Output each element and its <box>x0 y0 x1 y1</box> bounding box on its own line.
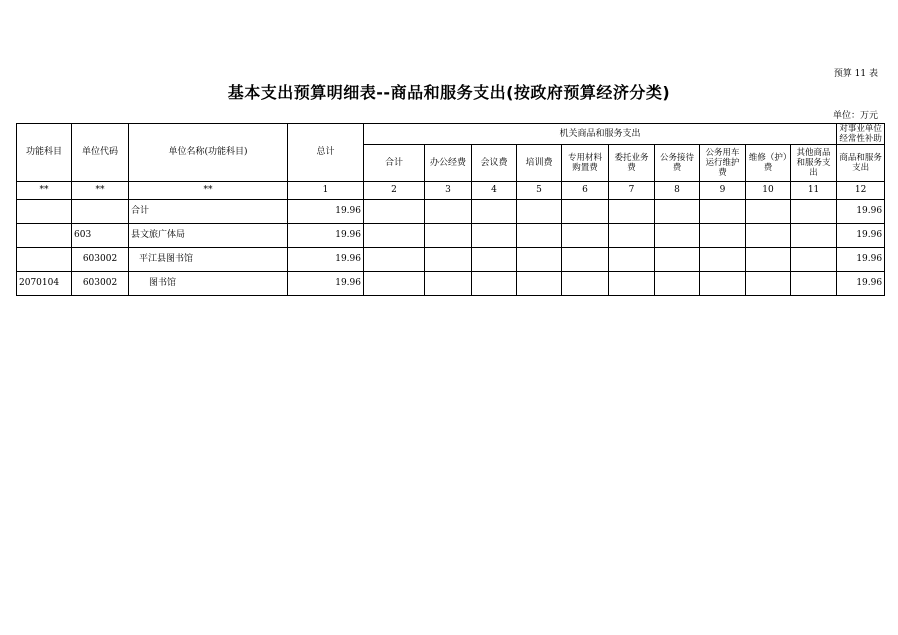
index-cell: 10 <box>746 182 791 200</box>
header-col: 办公经费 <box>425 145 472 182</box>
empty-cell <box>472 248 517 272</box>
unit-code-cell <box>72 200 129 224</box>
index-cell: 8 <box>655 182 700 200</box>
header-col: 会议费 <box>472 145 517 182</box>
unit-name-cell: 平江县图书馆 <box>129 248 288 272</box>
empty-cell <box>746 200 791 224</box>
subsidy-cell: 19.96 <box>837 248 885 272</box>
header-total: 总计 <box>288 124 364 182</box>
header-col: 其他商品和服务支出 <box>791 145 837 182</box>
empty-cell <box>425 272 472 296</box>
table-row <box>17 200 885 224</box>
index-cell: 2 <box>364 182 425 200</box>
table-number: 预算 11 表 <box>833 69 878 79</box>
func-code-cell: 2070104 <box>17 272 72 296</box>
unit-name-cell: 县文旅广体局 <box>129 224 288 248</box>
total-cell: 19.96 <box>288 248 364 272</box>
empty-cell <box>746 248 791 272</box>
index-cell: 1 <box>288 182 364 200</box>
unit-code-cell: 603002 <box>72 248 129 272</box>
total-cell: 19.96 <box>288 272 364 296</box>
empty-cell <box>791 200 837 224</box>
header-col: 维修（护）费 <box>746 145 791 182</box>
empty-cell <box>472 272 517 296</box>
empty-cell <box>364 224 425 248</box>
func-code-cell <box>17 200 72 224</box>
empty-cell <box>562 224 609 248</box>
budget-table <box>16 123 885 296</box>
empty-cell <box>517 248 562 272</box>
empty-cell <box>655 224 700 248</box>
header-group-sub: 对事业单位经常性补助 <box>837 124 885 145</box>
header-col: 合计 <box>364 145 425 182</box>
index-cell: 12 <box>837 182 885 200</box>
header-col: 公务用车运行维护费 <box>700 145 746 182</box>
subsidy-cell: 19.96 <box>837 272 885 296</box>
empty-cell <box>609 248 655 272</box>
empty-cell <box>425 248 472 272</box>
index-cell: 7 <box>609 182 655 200</box>
empty-cell <box>655 248 700 272</box>
empty-cell <box>364 248 425 272</box>
subsidy-cell: 19.96 <box>837 200 885 224</box>
index-cell: 11 <box>791 182 837 200</box>
empty-cell <box>609 224 655 248</box>
header-func-code: 功能科目 <box>17 124 72 182</box>
empty-cell <box>425 224 472 248</box>
header-col: 商品和服务 支出 <box>837 145 885 182</box>
total-cell: 19.96 <box>288 224 364 248</box>
unit-label: 单位：万元 <box>832 111 878 121</box>
empty-cell <box>425 200 472 224</box>
table-row <box>17 272 885 296</box>
header-group-org: 机关商品和服务支出 <box>364 124 837 145</box>
page-title: 基本支出预算明细表--商品和服务支出(按政府预算经济分类) <box>227 83 671 102</box>
empty-cell <box>609 272 655 296</box>
index-cell: ** <box>129 182 288 200</box>
empty-cell <box>517 272 562 296</box>
empty-cell <box>791 272 837 296</box>
header-unit-name: 单位名称(功能科目) <box>129 124 288 182</box>
empty-cell <box>609 200 655 224</box>
index-cell: 3 <box>425 182 472 200</box>
index-cell: 6 <box>562 182 609 200</box>
index-cell: 5 <box>517 182 562 200</box>
empty-cell <box>791 224 837 248</box>
unit-name-cell: 图书馆 <box>129 272 288 296</box>
empty-cell <box>700 200 746 224</box>
unit-name-cell: 合计 <box>129 200 288 224</box>
empty-cell <box>655 272 700 296</box>
func-code-cell <box>17 224 72 248</box>
unit-code-cell: 603002 <box>72 272 129 296</box>
subsidy-cell: 19.96 <box>837 224 885 248</box>
unit-code-cell: 603 <box>72 224 129 248</box>
empty-cell <box>746 272 791 296</box>
header-col: 公务接待 费 <box>655 145 700 182</box>
index-cell: 9 <box>700 182 746 200</box>
empty-cell <box>791 248 837 272</box>
empty-cell <box>517 200 562 224</box>
index-cell: ** <box>72 182 129 200</box>
empty-cell <box>517 224 562 248</box>
empty-cell <box>364 200 425 224</box>
empty-cell <box>746 224 791 248</box>
empty-cell <box>562 272 609 296</box>
total-cell: 19.96 <box>288 200 364 224</box>
empty-cell <box>700 224 746 248</box>
index-cell: 4 <box>472 182 517 200</box>
header-col: 专用材料 购置费 <box>562 145 609 182</box>
table-row <box>17 248 885 272</box>
empty-cell <box>562 200 609 224</box>
header-col: 委托业务 费 <box>609 145 655 182</box>
empty-cell <box>562 248 609 272</box>
empty-cell <box>472 200 517 224</box>
header-col: 培训费 <box>517 145 562 182</box>
empty-cell <box>655 200 700 224</box>
empty-cell <box>472 224 517 248</box>
header-unit-code: 单位代码 <box>72 124 129 182</box>
func-code-cell <box>17 248 72 272</box>
index-cell: ** <box>17 182 72 200</box>
table-row <box>17 224 885 248</box>
empty-cell <box>700 272 746 296</box>
empty-cell <box>700 248 746 272</box>
empty-cell <box>364 272 425 296</box>
